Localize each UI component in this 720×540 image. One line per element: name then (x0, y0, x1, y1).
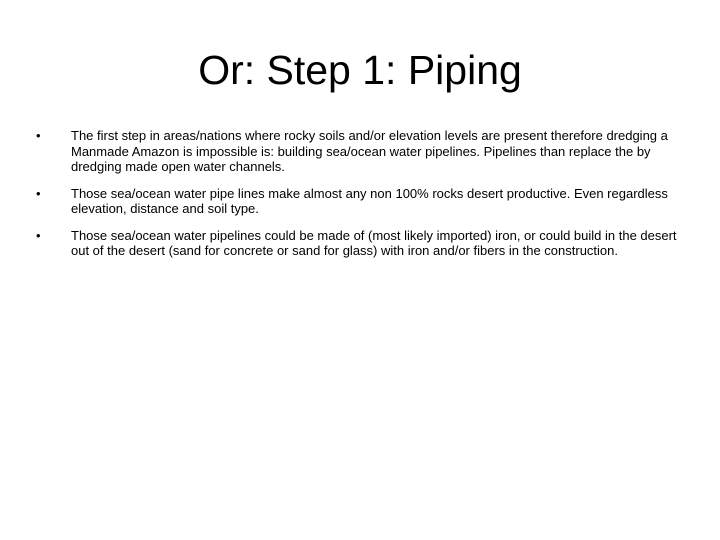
slide-title: Or: Step 1: Piping (198, 47, 522, 93)
bullet-text: Those sea/ocean water pipelines could be made of (most likely imported) iron, or could build in the desert out of the desert (sand for concrete or sand for glass) with iron and/or fibers in the construction. (71, 227, 677, 258)
bullet-text: Those sea/ocean water pipe lines make almost any non 100% rocks desert productive. Even regardless elevation, distance and soil type. (71, 185, 668, 216)
bullet-text: The first step in areas/nations where rocky soils and/or elevation levels are present therefore dredging a Manmade Amazon is impossible is: building sea/ocean water pipelines. Pipelines than replace the by dredging made open water channels. (71, 128, 668, 174)
bullet-item (0, 228, 720, 259)
bullet-marker: • (36, 185, 41, 201)
bullet-marker: • (36, 227, 41, 243)
bullet-list (0, 128, 720, 270)
bullet-marker: • (36, 128, 41, 143)
bullet-item (0, 186, 720, 217)
bullet-item (0, 128, 720, 175)
